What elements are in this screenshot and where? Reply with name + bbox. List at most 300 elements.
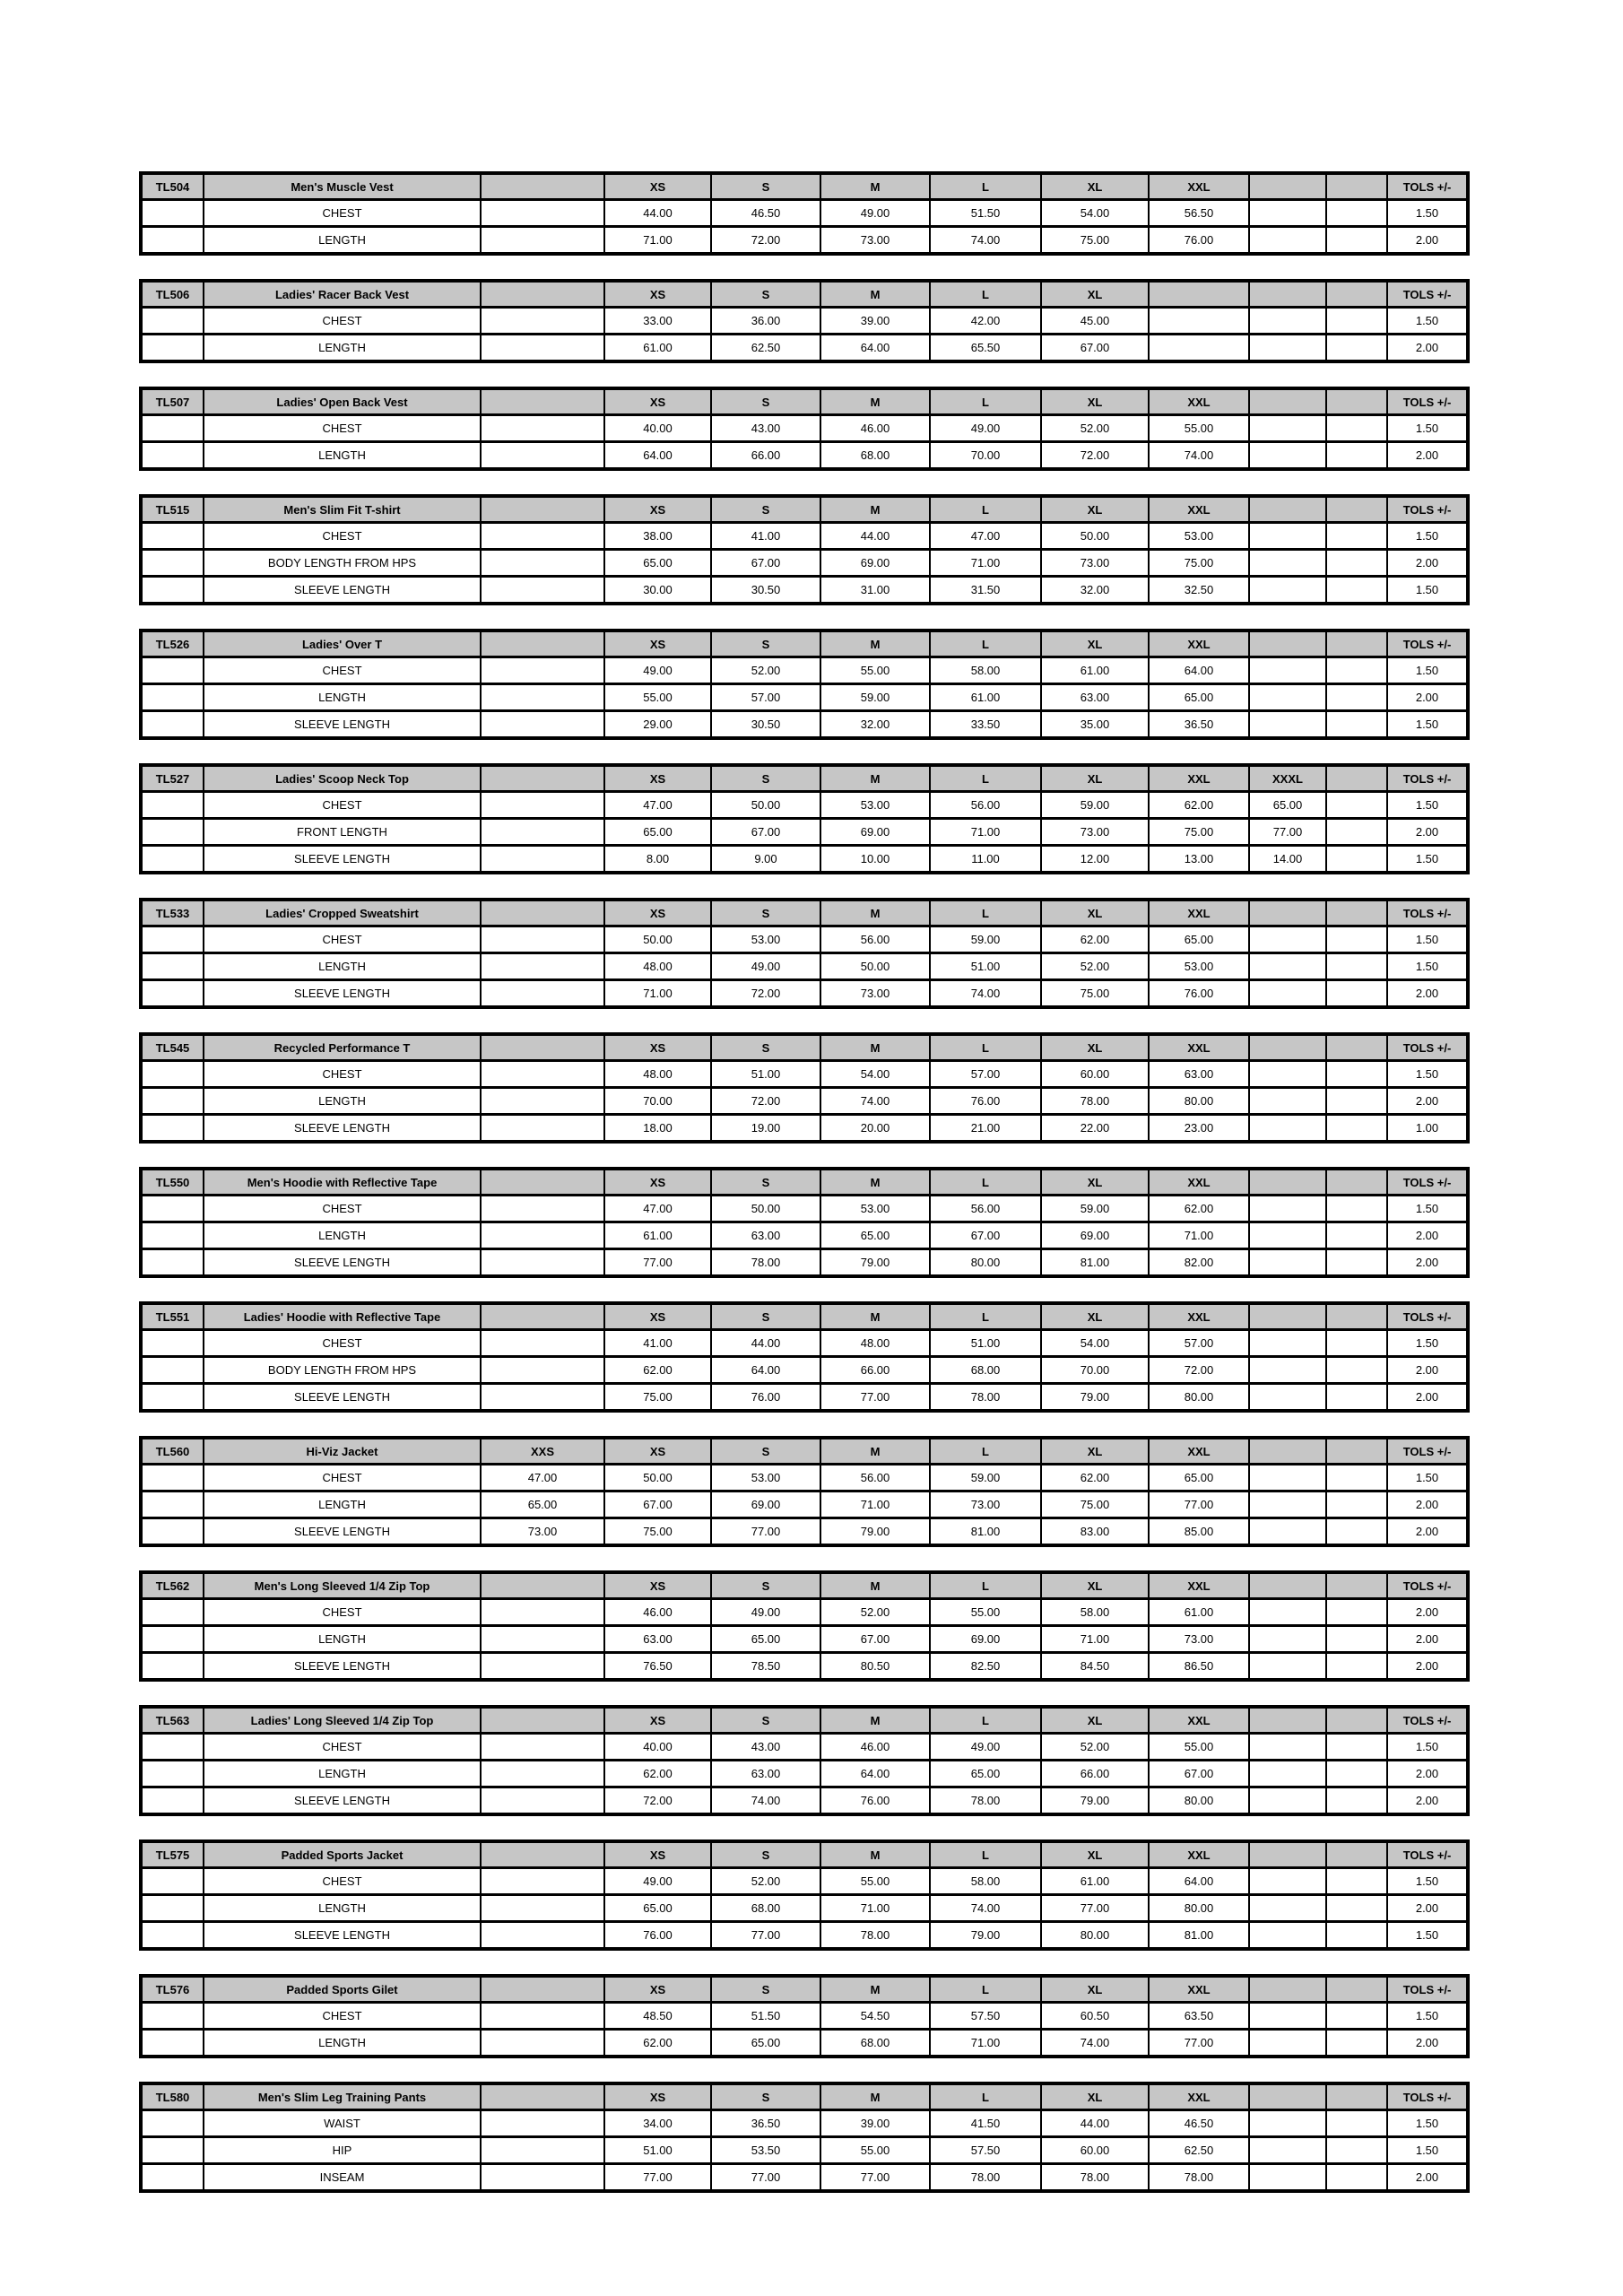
- measurement-row: [141, 1599, 1468, 1626]
- measurement-row: [141, 1357, 1468, 1384]
- size-header-m: M: [820, 1303, 930, 1330]
- measurement-value-cell: 72.00: [711, 227, 820, 255]
- empty-value-cell: [1249, 953, 1326, 980]
- product-code: TL533: [141, 900, 204, 926]
- measurement-value-cell: 9.00: [711, 846, 820, 874]
- size-header-xl: XL: [1041, 765, 1149, 792]
- measurement-value-cell: 65.00: [930, 1761, 1041, 1787]
- table-header-row: [141, 496, 1468, 523]
- measurement-row: [141, 1196, 1468, 1222]
- measurement-label: LENGTH: [204, 1626, 481, 1653]
- measurement-value-cell: 58.00: [1041, 1599, 1149, 1626]
- empty-code-cell: [141, 1626, 204, 1653]
- measurement-row: [141, 953, 1468, 980]
- measurement-value-cell: 78.00: [930, 1787, 1041, 1815]
- measurement-row: [141, 2030, 1468, 2057]
- measurement-value-cell: 62.00: [1149, 1196, 1249, 1222]
- size-header-xxl: XXL: [1149, 1707, 1249, 1734]
- tolerance-value: 1.50: [1387, 926, 1468, 953]
- tolerance-value: 2.00: [1387, 980, 1468, 1008]
- size-header-s: S: [711, 900, 820, 926]
- product-name: Men's Long Sleeved 1/4 Zip Top: [204, 1572, 481, 1599]
- empty-code-cell: [141, 1653, 204, 1681]
- measurement-value-cell: 56.00: [820, 1465, 930, 1492]
- measurement-value-cell: 70.00: [604, 1088, 711, 1115]
- empty-value-cell: [1326, 819, 1387, 846]
- empty-header-cell: [1249, 1438, 1326, 1465]
- measurement-value-cell: 78.00: [1149, 2164, 1249, 2192]
- empty-value-cell: [1249, 335, 1326, 362]
- measurement-value-cell: 32.00: [1041, 577, 1149, 604]
- empty-value-cell: [1326, 1465, 1387, 1492]
- measurement-value-cell: 69.00: [1041, 1222, 1149, 1249]
- size-header-xl: XL: [1041, 1841, 1149, 1868]
- measurement-value-cell: 57.50: [930, 2003, 1041, 2030]
- tolerance-header: TOLS +/-: [1387, 631, 1468, 657]
- empty-value-cell: [1326, 846, 1387, 874]
- empty-header-cell: [1249, 1707, 1326, 1734]
- measurement-value-cell: 44.00: [711, 1330, 820, 1357]
- measurement-label: LENGTH: [204, 1088, 481, 1115]
- measurement-value-cell: 86.50: [1149, 1653, 1249, 1681]
- measurement-row: [141, 1922, 1468, 1950]
- empty-value-cell: [481, 953, 604, 980]
- measurement-value-cell: 61.00: [1149, 1599, 1249, 1626]
- product-code: TL526: [141, 631, 204, 657]
- measurement-label: CHEST: [204, 523, 481, 550]
- empty-header-cell: [1249, 1841, 1326, 1868]
- measurement-value-cell: 43.00: [711, 415, 820, 442]
- size-table-TL576: [139, 1974, 1470, 2058]
- empty-code-cell: [141, 1868, 204, 1895]
- measurement-label: LENGTH: [204, 953, 481, 980]
- product-code: TL545: [141, 1034, 204, 1061]
- measurement-value-cell: 53.00: [820, 792, 930, 819]
- empty-value-cell: [1249, 1653, 1326, 1681]
- empty-value-cell: [1326, 1061, 1387, 1088]
- measurement-value-cell: 29.00: [604, 711, 711, 739]
- measurement-value-cell: 22.00: [1041, 1115, 1149, 1143]
- empty-value-cell: [481, 1734, 604, 1761]
- table-header-row: [141, 631, 1468, 657]
- empty-header-cell: [1249, 388, 1326, 415]
- measurement-value-cell: 30.50: [711, 711, 820, 739]
- measurement-row: [141, 1787, 1468, 1815]
- measurement-value-cell: 48.00: [604, 953, 711, 980]
- measurement-value-cell: 67.00: [820, 1626, 930, 1653]
- measurement-row: [141, 550, 1468, 577]
- size-header-xl: XL: [1041, 496, 1149, 523]
- size-table-TL545: [139, 1032, 1470, 1144]
- size-header-xs: XS: [604, 1438, 711, 1465]
- measurement-value-cell: 80.00: [1041, 1922, 1149, 1950]
- size-header-l: L: [930, 1841, 1041, 1868]
- empty-value-cell: [1249, 1196, 1326, 1222]
- table-header-row: [141, 1438, 1468, 1465]
- measurement-row: [141, 980, 1468, 1008]
- empty-value-cell: [1326, 711, 1387, 739]
- empty-code-cell: [141, 1222, 204, 1249]
- measurement-value-cell: 61.00: [604, 1222, 711, 1249]
- measurement-value-cell: 50.00: [711, 1196, 820, 1222]
- measurement-value-cell: 67.00: [604, 1492, 711, 1518]
- tolerance-value: 2.00: [1387, 335, 1468, 362]
- measurement-value-cell: 71.00: [1041, 1626, 1149, 1653]
- tolerance-value: 1.50: [1387, 1330, 1468, 1357]
- size-header-m: M: [820, 496, 930, 523]
- empty-value-cell: [1326, 1599, 1387, 1626]
- measurement-value-cell: 53.00: [1149, 953, 1249, 980]
- tolerance-value: 2.00: [1387, 2164, 1468, 2192]
- empty-code-cell: [141, 308, 204, 335]
- size-header-m: M: [820, 1707, 930, 1734]
- empty-value-cell: [481, 1357, 604, 1384]
- product-code: TL515: [141, 496, 204, 523]
- empty-header-cell: [1249, 631, 1326, 657]
- measurement-row: [141, 308, 1468, 335]
- empty-code-cell: [141, 227, 204, 255]
- measurement-value-cell: 52.00: [1041, 953, 1149, 980]
- empty-value-cell: [1249, 1518, 1326, 1546]
- empty-value-cell: [1249, 1249, 1326, 1277]
- measurement-value-cell: 73.00: [930, 1492, 1041, 1518]
- empty-value-cell: [481, 711, 604, 739]
- measurement-value-cell: 79.00: [820, 1249, 930, 1277]
- measurement-row: [141, 1492, 1468, 1518]
- empty-header-cell: [1249, 496, 1326, 523]
- table-header-row: [141, 2083, 1468, 2110]
- empty-header-cell: [1326, 1303, 1387, 1330]
- measurement-value-cell: 78.00: [711, 1249, 820, 1277]
- tolerance-value: 2.00: [1387, 1088, 1468, 1115]
- measurement-value-cell: 77.00: [820, 1384, 930, 1412]
- tolerance-value: 1.50: [1387, 523, 1468, 550]
- empty-code-cell: [141, 1599, 204, 1626]
- measurement-value-cell: 81.00: [1041, 1249, 1149, 1277]
- empty-value-cell: [481, 1384, 604, 1412]
- empty-value-cell: [481, 846, 604, 874]
- size-header-s: S: [711, 1169, 820, 1196]
- empty-value-cell: [1326, 792, 1387, 819]
- measurement-label: CHEST: [204, 1330, 481, 1357]
- empty-header-cell: [1326, 900, 1387, 926]
- measurement-value-cell: 49.00: [820, 200, 930, 227]
- tolerance-header: TOLS +/-: [1387, 1976, 1468, 2003]
- empty-value-cell: [1249, 926, 1326, 953]
- measurement-value-cell: 74.00: [930, 980, 1041, 1008]
- empty-header-cell: [1249, 900, 1326, 926]
- measurement-label: CHEST: [204, 2003, 481, 2030]
- measurement-label: CHEST: [204, 1868, 481, 1895]
- empty-header-cell: [481, 388, 604, 415]
- measurement-value-cell: 63.00: [711, 1761, 820, 1787]
- empty-code-cell: [141, 1088, 204, 1115]
- measurement-value-cell: 80.00: [1149, 1088, 1249, 1115]
- tolerance-value: 1.50: [1387, 846, 1468, 874]
- tolerance-value: 2.00: [1387, 1626, 1468, 1653]
- empty-value-cell: [1249, 1868, 1326, 1895]
- size-header-xxl: XXL: [1149, 388, 1249, 415]
- size-header-m: M: [820, 1841, 930, 1868]
- size-header-l: L: [930, 2083, 1041, 2110]
- measurement-value-cell: 77.00: [820, 2164, 930, 2192]
- empty-value-cell: [1326, 980, 1387, 1008]
- measurement-value-cell: 33.50: [930, 711, 1041, 739]
- tolerance-value: 2.00: [1387, 1787, 1468, 1815]
- empty-header-cell: [1326, 1572, 1387, 1599]
- measurement-value-cell: 69.00: [711, 1492, 820, 1518]
- measurement-value-cell: 50.00: [711, 792, 820, 819]
- size-header-xs: XS: [604, 1169, 711, 1196]
- measurement-value-cell: 62.00: [604, 1357, 711, 1384]
- empty-code-cell: [141, 819, 204, 846]
- size-header-m: M: [820, 281, 930, 308]
- empty-code-cell: [141, 953, 204, 980]
- measurement-value-cell: 85.00: [1149, 1518, 1249, 1546]
- measurement-label: HIP: [204, 2137, 481, 2164]
- size-header-m: M: [820, 1034, 930, 1061]
- measurement-value-cell: 39.00: [820, 308, 930, 335]
- product-name: Padded Sports Jacket: [204, 1841, 481, 1868]
- empty-value-cell: [1326, 1330, 1387, 1357]
- measurement-row: [141, 1734, 1468, 1761]
- size-header-xl: XL: [1041, 900, 1149, 926]
- measurement-value-cell: 77.00: [711, 2164, 820, 2192]
- product-code: TL563: [141, 1707, 204, 1734]
- tolerance-value: 2.00: [1387, 1249, 1468, 1277]
- empty-value-cell: [1149, 308, 1249, 335]
- empty-header-cell: [1249, 1572, 1326, 1599]
- empty-code-cell: [141, 1734, 204, 1761]
- tolerance-value: 2.00: [1387, 1357, 1468, 1384]
- product-name: Ladies' Racer Back Vest: [204, 281, 481, 308]
- measurement-value-cell: 63.00: [1041, 684, 1149, 711]
- empty-value-cell: [1249, 711, 1326, 739]
- measurement-value-cell: 74.00: [1041, 2030, 1149, 2057]
- empty-value-cell: [481, 1761, 604, 1787]
- size-header-l: L: [930, 388, 1041, 415]
- measurement-value-cell: 61.00: [930, 684, 1041, 711]
- measurement-value-cell: 66.00: [1041, 1761, 1149, 1787]
- measurement-row: [141, 819, 1468, 846]
- empty-value-cell: [1326, 1761, 1387, 1787]
- empty-value-cell: [1249, 1895, 1326, 1922]
- size-table-TL526: [139, 629, 1470, 740]
- empty-header-cell: [1249, 173, 1326, 200]
- tolerance-value: 1.50: [1387, 1868, 1468, 1895]
- size-table-TL533: [139, 898, 1470, 1009]
- table-header-row: [141, 1572, 1468, 1599]
- measurement-value-cell: 78.00: [1041, 1088, 1149, 1115]
- size-header-xxl: XXL: [1149, 1976, 1249, 2003]
- table-header-row: [141, 1707, 1468, 1734]
- measurement-value-cell: 70.00: [930, 442, 1041, 470]
- measurement-value-cell: 63.00: [604, 1626, 711, 1653]
- measurement-value-cell: 57.00: [930, 1061, 1041, 1088]
- measurement-value-cell: 51.00: [930, 953, 1041, 980]
- empty-header-cell: [481, 631, 604, 657]
- size-header-xxl: XXL: [1149, 1572, 1249, 1599]
- measurement-value-cell: 64.00: [604, 442, 711, 470]
- table-header-row: [141, 1034, 1468, 1061]
- size-header-xl: XL: [1041, 1707, 1149, 1734]
- size-header-m: M: [820, 765, 930, 792]
- size-table-TL507: [139, 387, 1470, 471]
- measurement-value-cell: 74.00: [930, 1895, 1041, 1922]
- measurement-label: SLEEVE LENGTH: [204, 1787, 481, 1815]
- size-header-s: S: [711, 631, 820, 657]
- measurement-value-cell: 62.50: [1149, 2137, 1249, 2164]
- measurement-value-cell: 66.00: [711, 442, 820, 470]
- empty-header-cell: [1326, 1169, 1387, 1196]
- product-code: TL504: [141, 173, 204, 200]
- measurement-value-cell: 80.00: [1149, 1384, 1249, 1412]
- measurement-value-cell: 71.00: [820, 1895, 930, 1922]
- empty-value-cell: [1249, 227, 1326, 255]
- empty-value-cell: [1249, 980, 1326, 1008]
- empty-value-cell: [1326, 523, 1387, 550]
- empty-value-cell: [1249, 577, 1326, 604]
- measurement-value-cell: 51.50: [711, 2003, 820, 2030]
- measurement-label: CHEST: [204, 657, 481, 684]
- empty-value-cell: [481, 227, 604, 255]
- measurement-value-cell: 62.00: [1149, 792, 1249, 819]
- measurement-value-cell: 76.00: [930, 1088, 1041, 1115]
- measurement-value-cell: 82.50: [930, 1653, 1041, 1681]
- empty-code-cell: [141, 200, 204, 227]
- empty-value-cell: [481, 308, 604, 335]
- empty-value-cell: [1249, 1115, 1326, 1143]
- product-name: Hi-Viz Jacket: [204, 1438, 481, 1465]
- size-header-s: S: [711, 1034, 820, 1061]
- empty-code-cell: [141, 1115, 204, 1143]
- empty-code-cell: [141, 1465, 204, 1492]
- measurement-value-cell: 47.00: [481, 1465, 604, 1492]
- size-header-m: M: [820, 1572, 930, 1599]
- measurement-value-cell: 13.00: [1149, 846, 1249, 874]
- measurement-value-cell: 36.50: [711, 2110, 820, 2137]
- empty-value-cell: [481, 1088, 604, 1115]
- size-header-xxl: XXL: [1149, 1841, 1249, 1868]
- measurement-value-cell: 62.00: [604, 1761, 711, 1787]
- measurement-value-cell: 59.00: [1041, 792, 1149, 819]
- product-code: TL507: [141, 388, 204, 415]
- size-header-xl: XL: [1041, 1976, 1149, 2003]
- empty-value-cell: [481, 1330, 604, 1357]
- measurement-value-cell: 63.00: [1149, 1061, 1249, 1088]
- measurement-value-cell: 18.00: [604, 1115, 711, 1143]
- measurement-value-cell: 76.00: [820, 1787, 930, 1815]
- empty-value-cell: [1326, 1249, 1387, 1277]
- measurement-value-cell: 80.50: [820, 1653, 930, 1681]
- table-header-row: [141, 1976, 1468, 2003]
- measurement-row: [141, 1222, 1468, 1249]
- size-header-s: S: [711, 173, 820, 200]
- tolerance-value: 1.50: [1387, 2003, 1468, 2030]
- tolerance-value: 2.00: [1387, 2030, 1468, 2057]
- measurement-label: CHEST: [204, 308, 481, 335]
- product-name: Ladies' Cropped Sweatshirt: [204, 900, 481, 926]
- empty-value-cell: [481, 792, 604, 819]
- product-code: TL527: [141, 765, 204, 792]
- measurement-value-cell: 54.00: [1041, 1330, 1149, 1357]
- measurement-row: [141, 2164, 1468, 2192]
- empty-value-cell: [1249, 1599, 1326, 1626]
- measurement-value-cell: 46.50: [711, 200, 820, 227]
- measurement-value-cell: 43.00: [711, 1734, 820, 1761]
- size-header-xs: XS: [604, 496, 711, 523]
- empty-value-cell: [1249, 657, 1326, 684]
- empty-header-cell: [1326, 1034, 1387, 1061]
- measurement-value-cell: 57.00: [1149, 1330, 1249, 1357]
- empty-value-cell: [1326, 577, 1387, 604]
- tolerance-value: 1.50: [1387, 792, 1468, 819]
- product-code: TL575: [141, 1841, 204, 1868]
- measurement-label: SLEEVE LENGTH: [204, 1115, 481, 1143]
- tolerance-header: TOLS +/-: [1387, 1034, 1468, 1061]
- measurement-value-cell: 71.00: [604, 980, 711, 1008]
- empty-value-cell: [1249, 442, 1326, 470]
- measurement-value-cell: 67.00: [930, 1222, 1041, 1249]
- tolerance-value: 2.00: [1387, 1384, 1468, 1412]
- empty-code-cell: [141, 577, 204, 604]
- tolerance-header: TOLS +/-: [1387, 1707, 1468, 1734]
- size-header-xxxl: XXXL: [1249, 765, 1326, 792]
- tolerance-value: 2.00: [1387, 442, 1468, 470]
- measurement-label: BODY LENGTH FROM HPS: [204, 1357, 481, 1384]
- measurement-label: LENGTH: [204, 684, 481, 711]
- size-header-s: S: [711, 496, 820, 523]
- empty-value-cell: [1249, 2110, 1326, 2137]
- measurement-label: SLEEVE LENGTH: [204, 1384, 481, 1412]
- measurement-row: [141, 415, 1468, 442]
- empty-header-cell: [481, 1034, 604, 1061]
- measurement-value-cell: 81.00: [1149, 1922, 1249, 1950]
- measurement-value-cell: 69.00: [820, 819, 930, 846]
- size-table-TL515: [139, 494, 1470, 605]
- empty-value-cell: [1326, 2030, 1387, 2057]
- measurement-label: LENGTH: [204, 335, 481, 362]
- size-header-xl: XL: [1041, 2083, 1149, 2110]
- tolerance-value: 1.50: [1387, 577, 1468, 604]
- tolerance-value: 2.00: [1387, 1518, 1468, 1546]
- measurement-value-cell: 65.00: [604, 1895, 711, 1922]
- measurement-value-cell: 72.00: [711, 980, 820, 1008]
- measurement-value-cell: 52.00: [711, 1868, 820, 1895]
- size-header-s: S: [711, 765, 820, 792]
- size-header-l: L: [930, 1303, 1041, 1330]
- measurement-row: [141, 335, 1468, 362]
- size-header-xl: XL: [1041, 388, 1149, 415]
- measurement-value-cell: 77.00: [604, 1249, 711, 1277]
- empty-value-cell: [481, 2030, 604, 2057]
- empty-value-cell: [481, 442, 604, 470]
- empty-value-cell: [1249, 415, 1326, 442]
- measurement-value-cell: 71.00: [930, 819, 1041, 846]
- empty-value-cell: [1326, 1626, 1387, 1653]
- measurement-value-cell: 62.00: [1041, 1465, 1149, 1492]
- empty-value-cell: [1249, 2030, 1326, 2057]
- size-header-l: L: [930, 1438, 1041, 1465]
- empty-code-cell: [141, 846, 204, 874]
- measurement-value-cell: 56.00: [930, 792, 1041, 819]
- tolerance-header: TOLS +/-: [1387, 496, 1468, 523]
- empty-header-cell: [1326, 281, 1387, 308]
- measurement-value-cell: 46.50: [1149, 2110, 1249, 2137]
- measurement-value-cell: 55.00: [820, 657, 930, 684]
- measurement-row: [141, 1626, 1468, 1653]
- size-header-xl: XL: [1041, 1438, 1149, 1465]
